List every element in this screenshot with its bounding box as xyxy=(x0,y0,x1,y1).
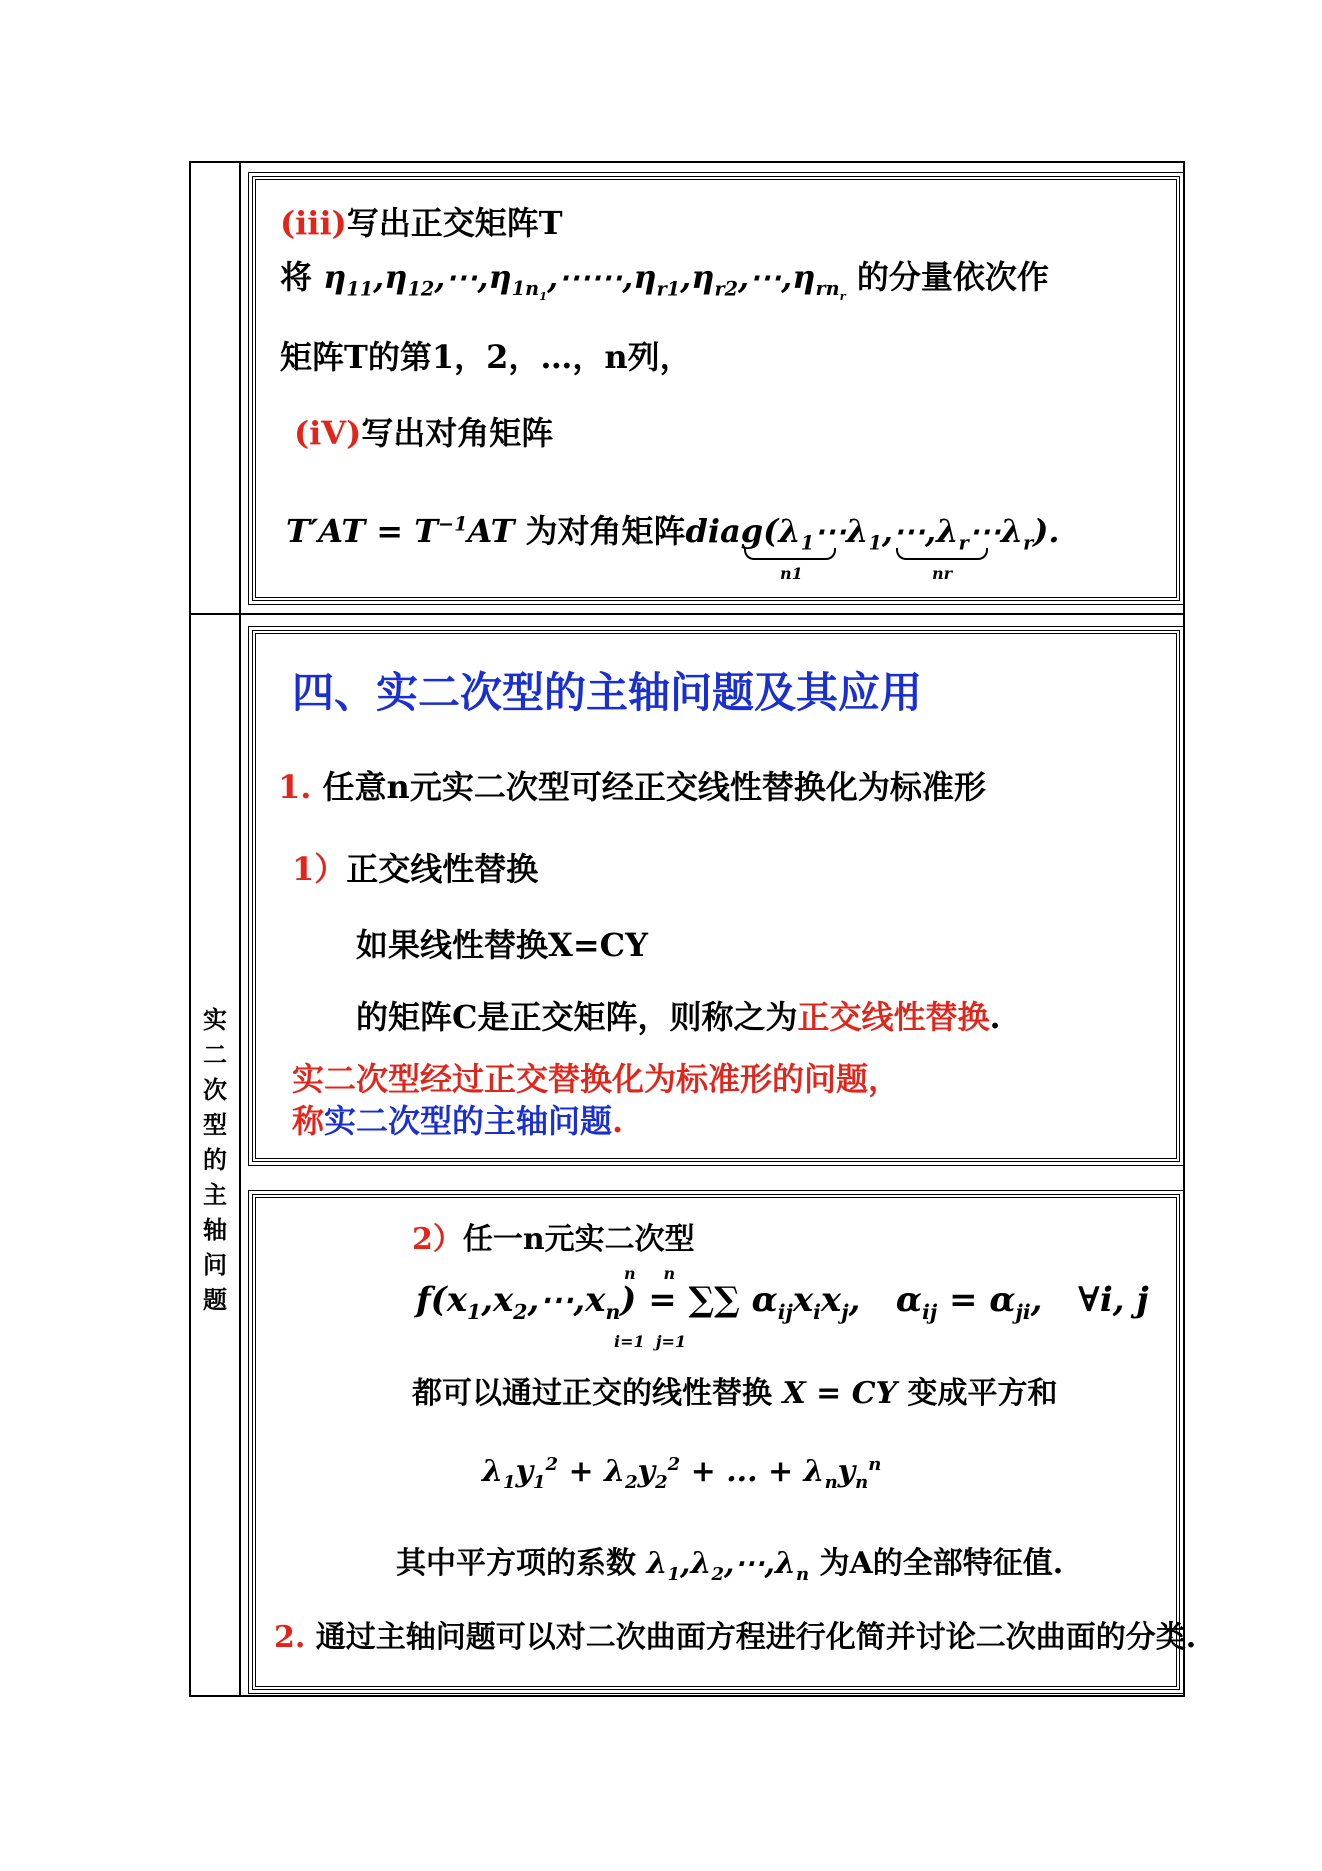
side-char: 二 xyxy=(203,1041,227,1069)
eta-line xyxy=(280,252,1049,303)
sub1 xyxy=(292,844,538,890)
quadratic-form-formula: $f(x_1,x_2,\cdots,x_n)$ = ∑∑ $\alpha_{ij}x_ix_j$, $\alpha_{ij} = \alpha_{ji}$, ∀i, j xyxy=(416,1280,1149,1324)
sub1-text: 正交线性替换 xyxy=(346,850,539,888)
diag-expression: $diag(\lambda_1\cdots\lambda_1,\cdots,\lambda_r\cdots\lambda_r)$. xyxy=(685,512,1060,555)
row-divider xyxy=(191,613,1183,615)
columns-line: 矩阵T的第1，2，…，n列， xyxy=(280,338,692,376)
step3-line xyxy=(280,198,563,244)
side-char: 型 xyxy=(203,1111,227,1139)
step4-line xyxy=(294,408,553,454)
item2 xyxy=(274,1612,1196,1656)
sum-lower-limits: i=1 j=1 xyxy=(614,1332,687,1351)
note-prefix: 称 xyxy=(292,1102,325,1140)
side-char: 次 xyxy=(203,1076,227,1104)
side-char: 主 xyxy=(203,1181,227,1209)
step3-text: 写出正交矩阵T xyxy=(346,204,563,242)
note-line-2 xyxy=(292,1096,623,1142)
eta-formula: $\eta_{11},\eta_{12},\cdots,\eta_{1n_1},\cdots\cdots,\eta_{r1},\eta_{r2},\cdots,\eta_{rn_r}$ xyxy=(323,258,846,304)
eta-suffix: 的分量依次作 xyxy=(856,258,1049,296)
side-char: 题 xyxy=(203,1286,227,1314)
transform-line xyxy=(412,1368,1058,1412)
eigenvalue-suffix: 为A的全部特征值. xyxy=(819,1546,1064,1581)
slide-box-2 xyxy=(252,630,1180,1162)
side-label xyxy=(191,1003,239,1318)
step4-marker: (iV) xyxy=(294,414,362,452)
transform-formula: X = CY xyxy=(782,1376,898,1411)
brace-n1-label: n1 xyxy=(780,564,803,583)
item2-number: 2. xyxy=(274,1620,306,1655)
sum-upper-limits: n n xyxy=(624,1264,676,1283)
sub2 xyxy=(412,1214,695,1258)
item2-text: 通过主轴问题可以对二次曲面方程进行化简并讨论二次曲面的分类. xyxy=(315,1620,1197,1655)
item1 xyxy=(278,762,986,808)
item1-text: 任意n元实二次型可经正交线性替换化为标准形 xyxy=(322,768,986,806)
sub1-number: 1） xyxy=(292,850,347,888)
step4-text: 写出对角矩阵 xyxy=(361,414,554,452)
eta-prefix: 将 xyxy=(280,258,313,296)
side-char: 的 xyxy=(203,1146,227,1174)
transform-suffix: 变成平方和 xyxy=(907,1376,1058,1411)
sub2-number: 2） xyxy=(412,1222,463,1257)
eigenvalue-formula: $\lambda_1,\lambda_2,\cdots,\lambda_n$ xyxy=(646,1546,810,1585)
slide-box-1 xyxy=(252,176,1180,601)
transform-prefix: 都可以通过正交的线性替换 xyxy=(412,1376,772,1411)
eigenvalue-prefix: 其中平方项的系数 xyxy=(396,1546,636,1581)
side-char: 实 xyxy=(203,1006,227,1034)
brace-nr xyxy=(896,548,988,560)
definition-prefix: 的矩阵C是正交矩阵，则称之为 xyxy=(356,998,798,1036)
step3-marker: (iii) xyxy=(280,204,347,242)
note-line-1: 实二次型经过正交替换化为标准形的问题， xyxy=(292,1060,901,1098)
sum-of-squares-formula: $\lambda_1y_1^2 + \lambda_2y_2^2$ + ... + $\lambda_ny_n^n$ xyxy=(482,1454,882,1493)
side-char: 问 xyxy=(203,1251,227,1279)
eigenvalue-line xyxy=(396,1538,1063,1585)
item1-number: 1. xyxy=(278,768,312,806)
slide-box-3 xyxy=(252,1194,1197,1690)
definition-end: . xyxy=(989,998,1001,1036)
definition-term: 正交线性替换 xyxy=(797,998,990,1036)
column-divider xyxy=(239,163,241,1695)
brace-nr-label: nr xyxy=(932,564,953,583)
brace-n1 xyxy=(744,548,836,560)
sub2-text: 任一n元实二次型 xyxy=(462,1222,695,1257)
diag-formula: $T'AT = T^{-1}AT$ xyxy=(286,512,515,550)
definition-line-a: 如果线性替换X=CY xyxy=(356,926,648,964)
note-term: 实二次型的主轴问题 xyxy=(324,1102,613,1140)
section-heading: 四、实二次型的主轴问题及其应用 xyxy=(292,668,923,717)
definition-line-b xyxy=(356,992,1001,1038)
note-end: . xyxy=(612,1102,624,1140)
diag-text: 为对角矩阵 xyxy=(525,512,686,550)
side-char: 轴 xyxy=(203,1216,227,1244)
